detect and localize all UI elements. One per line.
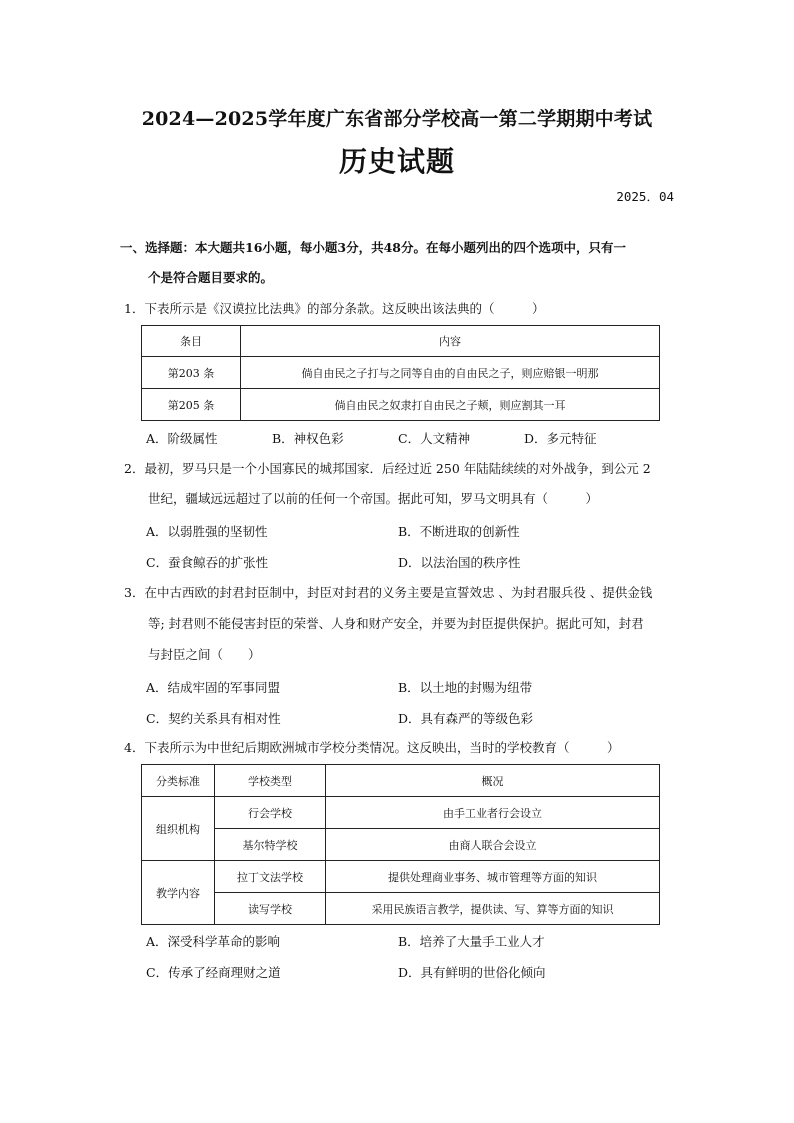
q2-stem-line1: 2．最初，罗马只是一个小国寡民的城邦国家．后经过近 250 年陆陆续续的对外战争，到公元 2 xyxy=(124,461,651,476)
table-row xyxy=(142,357,660,389)
q4-table-header-row xyxy=(142,765,660,797)
q3-option-b[interactable]: B．以土地的封赐为纽带 xyxy=(398,680,533,695)
q4-table-cell: 提供处理商业事务、城市管理等方面的知识 xyxy=(326,861,660,893)
q4-category-cell: 教学内容 xyxy=(142,861,215,925)
q4-stem: 4．下表所示为中世纪后期欧洲城市学校分类情况。这反映出，当时的学校教育（ ） xyxy=(124,740,620,755)
q4-option-a[interactable]: A．深受科学革命的影响 xyxy=(146,934,281,949)
q4-table xyxy=(141,764,660,925)
q1-stem: 1．下表所示是《汉谟拉比法典》的部分条款。这反映出该法典的（ ） xyxy=(124,301,545,316)
q1-header-cell: 内容 xyxy=(241,326,660,357)
exam-date: 2025．04 xyxy=(616,189,674,204)
q2-option-c[interactable]: C．蚕食鲸吞的扩张性 xyxy=(146,555,269,570)
q2-option-d[interactable]: D．以法治国的秩序性 xyxy=(398,555,521,570)
table-row xyxy=(142,389,660,421)
q4-header-cell: 分类标准 xyxy=(142,765,215,797)
subject-title: 历史试题 xyxy=(338,145,455,178)
q1-option-d[interactable]: D．多元特征 xyxy=(524,431,597,446)
q1-table xyxy=(141,325,660,421)
q1-table-cell: 倘自由民之子打与之同等自由的自由民之子，则应赔银一明那 xyxy=(241,357,660,389)
q2-option-b[interactable]: B．不断进取的创新性 xyxy=(398,524,520,539)
q1-option-a[interactable]: A．阶级属性 xyxy=(146,431,218,446)
table-row xyxy=(142,893,660,925)
q1-option-b[interactable]: B．神权色彩 xyxy=(272,431,344,446)
section-heading-line2: 个是符合题目要求的。 xyxy=(148,270,274,285)
q4-header-cell: 概况 xyxy=(326,765,660,797)
q1-table-cell: 倘自由民之奴隶打自由民之子颊，则应割其一耳 xyxy=(241,389,660,421)
q4-table-cell: 由手工业者行会设立 xyxy=(326,797,660,829)
table-row xyxy=(142,861,660,893)
q4-table-cell: 基尔特学校 xyxy=(215,829,326,861)
q4-option-b[interactable]: B．培养了大量手工业人才 xyxy=(398,934,545,949)
q4-table-cell: 拉丁文法学校 xyxy=(215,861,326,893)
q4-option-d[interactable]: D．具有鲜明的世俗化倾向 xyxy=(398,965,546,980)
q4-table-cell: 读写学校 xyxy=(215,893,326,925)
q3-option-d[interactable]: D．具有森严的等级色彩 xyxy=(398,711,534,726)
q1-table-cell: 第203 条 xyxy=(142,357,241,389)
q4-table-cell: 采用民族语言教学，提供读、写、算等方面的知识 xyxy=(326,893,660,925)
q3-option-a[interactable]: A．结成牢固的军事同盟 xyxy=(146,680,281,695)
q3-stem-line3: 与封臣之间（ ） xyxy=(148,647,261,662)
q4-table-cell: 行会学校 xyxy=(215,797,326,829)
q3-stem-line1: 3．在中古西欧的封君封臣制中，封臣对封君的义务主要是宣誓效忠 、为封君服兵役 、提供金钱 xyxy=(124,585,653,600)
q4-category-cell: 组织机构 xyxy=(142,797,215,861)
q2-stem-line2: 世纪，疆域远远超过了以前的任何一个帝国。据此可知，罗马文明具有（ ） xyxy=(148,491,599,506)
q1-table-header-row xyxy=(142,326,660,357)
q3-stem-line2: 等; 封君则不能侵害封臣的荣誉、人身和财产安全，并要为封臣提供保护。据此可知，封君 xyxy=(148,616,644,631)
q3-option-c[interactable]: C．契约关系具有相对性 xyxy=(146,711,281,726)
q1-table-cell: 第205 条 xyxy=(142,389,241,421)
q4-table-cell: 由商人联合会设立 xyxy=(326,829,660,861)
table-row xyxy=(142,829,660,861)
q4-option-c[interactable]: C．传承了经商理财之道 xyxy=(146,965,281,980)
q1-header-cell: 条目 xyxy=(142,326,241,357)
q1-option-c[interactable]: C．人文精神 xyxy=(398,431,471,446)
q2-option-a[interactable]: A．以弱胜强的坚韧性 xyxy=(146,524,268,539)
table-row xyxy=(142,797,660,829)
exam-title: 2024—2025学年度广东省部分学校高一第二学期期中考试 xyxy=(141,108,653,130)
section-heading-line1: 一、选择题：本大题共16小题，每小题3分，共48分。在每小题列出的四个选项中，只有一 xyxy=(120,240,626,255)
q4-header-cell: 学校类型 xyxy=(215,765,326,797)
